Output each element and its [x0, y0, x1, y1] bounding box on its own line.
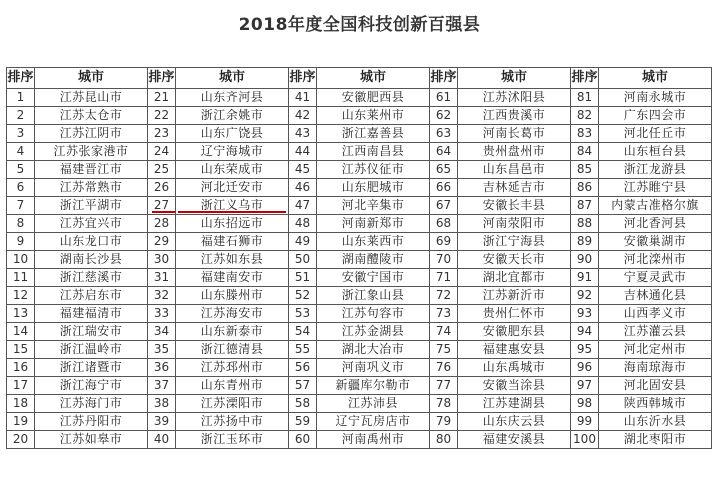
city-cell: 山东齐河县	[176, 89, 289, 107]
city-cell: 山东荣成市	[176, 161, 289, 179]
city-cell: 河北任丘市	[599, 125, 712, 143]
city-cell: 江苏如皋市	[35, 431, 148, 449]
city-cell: 浙江德清县	[176, 341, 289, 359]
rank-cell: 64	[430, 143, 458, 161]
rank-cell: 88	[571, 215, 599, 233]
rank-cell: 3	[7, 125, 35, 143]
rank-cell: 7	[7, 197, 35, 215]
rank-cell: 99	[571, 413, 599, 431]
rank-cell: 15	[7, 341, 35, 359]
table-row	[7, 395, 712, 413]
city-cell: 福建惠安县	[458, 341, 571, 359]
rank-cell: 68	[430, 215, 458, 233]
rank-cell: 63	[430, 125, 458, 143]
city-cell: 福建晋江市	[35, 161, 148, 179]
rank-cell: 12	[7, 287, 35, 305]
rank-cell: 27	[148, 197, 176, 215]
rank-cell: 55	[289, 341, 317, 359]
city-cell: 山东龙口市	[35, 233, 148, 251]
rank-cell: 90	[571, 251, 599, 269]
city-cell: 内蒙古准格尔旗	[599, 197, 712, 215]
rank-cell: 59	[289, 413, 317, 431]
rank-cell: 40	[148, 431, 176, 449]
rank-cell: 38	[148, 395, 176, 413]
city-cell: 安徽巢湖市	[599, 233, 712, 251]
city-cell: 江苏沛县	[317, 395, 430, 413]
city-cell: 江苏睢宁县	[599, 179, 712, 197]
rank-cell: 81	[571, 89, 599, 107]
city-cell: 山东滕州市	[176, 287, 289, 305]
rank-cell: 61	[430, 89, 458, 107]
city-cell: 浙江温岭市	[35, 341, 148, 359]
rank-cell: 13	[7, 305, 35, 323]
city-cell: 安徽天长市	[458, 251, 571, 269]
city-cell: 江苏仪征市	[317, 161, 430, 179]
rank-cell: 74	[430, 323, 458, 341]
city-cell: 山东莱州市	[317, 107, 430, 125]
rank-cell: 78	[430, 395, 458, 413]
city-cell: 山东莱西市	[317, 233, 430, 251]
city-cell: 山东昌邑市	[458, 161, 571, 179]
city-cell: 安徽长丰县	[458, 197, 571, 215]
table-row	[7, 143, 712, 161]
rank-cell: 97	[571, 377, 599, 395]
rank-cell: 77	[430, 377, 458, 395]
rank-cell: 62	[430, 107, 458, 125]
city-cell: 浙江嘉善县	[317, 125, 430, 143]
table-row	[7, 431, 712, 449]
rank-cell: 73	[430, 305, 458, 323]
city-cell: 安徽当涂县	[458, 377, 571, 395]
city-cell: 江苏句容市	[317, 305, 430, 323]
table-row	[7, 215, 712, 233]
rank-cell: 84	[571, 143, 599, 161]
city-cell: 浙江海宁市	[35, 377, 148, 395]
rank-cell: 72	[430, 287, 458, 305]
rank-cell: 98	[571, 395, 599, 413]
rank-cell: 8	[7, 215, 35, 233]
city-cell: 安徽宁国市	[317, 269, 430, 287]
city-cell: 贵州盘州市	[458, 143, 571, 161]
city-cell: 新疆库尔勒市	[317, 377, 430, 395]
table-row	[7, 305, 712, 323]
rank-cell: 37	[148, 377, 176, 395]
city-cell: 河南新郑市	[317, 215, 430, 233]
city-cell: 浙江宁海县	[458, 233, 571, 251]
rank-cell: 21	[148, 89, 176, 107]
city-cell: 河北固安县	[599, 377, 712, 395]
city-cell: 江苏常熟市	[35, 179, 148, 197]
rank-cell: 100	[571, 431, 599, 449]
city-cell: 江苏扬中市	[176, 413, 289, 431]
rank-cell: 80	[430, 431, 458, 449]
rank-cell: 53	[289, 305, 317, 323]
city-cell: 江苏金湖县	[317, 323, 430, 341]
rank-header: 排序	[7, 68, 35, 89]
rank-cell: 75	[430, 341, 458, 359]
city-cell: 河北迁安市	[176, 179, 289, 197]
city-cell: 江西南昌县	[317, 143, 430, 161]
rank-cell: 46	[289, 179, 317, 197]
table-row	[7, 377, 712, 395]
rank-cell: 52	[289, 287, 317, 305]
rank-cell: 67	[430, 197, 458, 215]
rank-cell: 14	[7, 323, 35, 341]
city-cell: 浙江瑞安市	[35, 323, 148, 341]
city-cell: 江苏海门市	[35, 395, 148, 413]
rank-cell: 43	[289, 125, 317, 143]
city-cell: 吉林延吉市	[458, 179, 571, 197]
city-cell: 湖南长沙县	[35, 251, 148, 269]
ranking-table	[6, 67, 712, 449]
city-header: 城市	[317, 68, 430, 89]
table-row	[7, 269, 712, 287]
table-row	[7, 287, 712, 305]
city-cell: 河北香河县	[599, 215, 712, 233]
table-row	[7, 161, 712, 179]
table-row	[7, 413, 712, 431]
rank-cell: 58	[289, 395, 317, 413]
city-cell: 浙江诸暨市	[35, 359, 148, 377]
table-row	[7, 359, 712, 377]
city-cell: 福建福清市	[35, 305, 148, 323]
city-cell: 山东庆云县	[458, 413, 571, 431]
table-row	[7, 179, 712, 197]
rank-cell: 54	[289, 323, 317, 341]
rank-cell: 50	[289, 251, 317, 269]
rank-cell: 29	[148, 233, 176, 251]
city-cell: 浙江余姚市	[176, 107, 289, 125]
rank-cell: 57	[289, 377, 317, 395]
rank-cell: 71	[430, 269, 458, 287]
city-cell: 湖北枣阳市	[599, 431, 712, 449]
city-cell: 江苏邳州市	[176, 359, 289, 377]
city-cell: 山东招远市	[176, 215, 289, 233]
rank-cell: 86	[571, 179, 599, 197]
rank-cell: 83	[571, 125, 599, 143]
city-cell: 吉林通化县	[599, 287, 712, 305]
rank-cell: 17	[7, 377, 35, 395]
rank-cell: 87	[571, 197, 599, 215]
city-cell: 山东桓台县	[599, 143, 712, 161]
city-cell: 广东四会市	[599, 107, 712, 125]
rank-cell: 1	[7, 89, 35, 107]
city-cell: 江苏太仓市	[35, 107, 148, 125]
city-cell: 湖北宜都市	[458, 269, 571, 287]
highlighted-city-cell: 浙江义乌市	[176, 197, 289, 215]
city-cell: 福建石狮市	[176, 233, 289, 251]
rank-cell: 95	[571, 341, 599, 359]
rank-cell: 65	[430, 161, 458, 179]
city-cell: 山东新泰市	[176, 323, 289, 341]
city-cell: 山东禹城市	[458, 359, 571, 377]
rank-cell: 16	[7, 359, 35, 377]
table-row	[7, 197, 712, 215]
city-cell: 江苏如东县	[176, 251, 289, 269]
rank-cell: 36	[148, 359, 176, 377]
city-cell: 陕西韩城市	[599, 395, 712, 413]
city-cell: 山东广饶县	[176, 125, 289, 143]
rank-cell: 24	[148, 143, 176, 161]
table-row	[7, 251, 712, 269]
rank-cell: 9	[7, 233, 35, 251]
rank-cell: 60	[289, 431, 317, 449]
city-cell: 河北辛集市	[317, 197, 430, 215]
rank-cell: 20	[7, 431, 35, 449]
city-cell: 河南禹州市	[317, 431, 430, 449]
rank-cell: 33	[148, 305, 176, 323]
city-cell: 贵州仁怀市	[458, 305, 571, 323]
city-cell: 河南长葛市	[458, 125, 571, 143]
city-cell: 江苏丹阳市	[35, 413, 148, 431]
city-cell: 江苏昆山市	[35, 89, 148, 107]
city-cell: 河南巩义市	[317, 359, 430, 377]
rank-cell: 70	[430, 251, 458, 269]
city-cell: 福建安溪县	[458, 431, 571, 449]
city-cell: 江苏新沂市	[458, 287, 571, 305]
city-cell: 江苏沭阳县	[458, 89, 571, 107]
city-header: 城市	[35, 68, 148, 89]
rank-cell: 41	[289, 89, 317, 107]
city-cell: 安徽肥西县	[317, 89, 430, 107]
city-cell: 湖南醴陵市	[317, 251, 430, 269]
city-cell: 河南永城市	[599, 89, 712, 107]
city-cell: 河南荥阳市	[458, 215, 571, 233]
table-row	[7, 125, 712, 143]
rank-cell: 47	[289, 197, 317, 215]
table-row	[7, 89, 712, 107]
city-cell: 安徽肥东县	[458, 323, 571, 341]
rank-cell: 85	[571, 161, 599, 179]
city-cell: 海南琼海市	[599, 359, 712, 377]
city-cell: 江苏海安市	[176, 305, 289, 323]
rank-cell: 22	[148, 107, 176, 125]
city-cell: 湖北大冶市	[317, 341, 430, 359]
rank-cell: 91	[571, 269, 599, 287]
city-header: 城市	[599, 68, 712, 89]
rank-cell: 56	[289, 359, 317, 377]
rank-cell: 76	[430, 359, 458, 377]
city-cell: 江苏溧阳市	[176, 395, 289, 413]
rank-cell: 30	[148, 251, 176, 269]
city-cell: 山东肥城市	[317, 179, 430, 197]
city-cell: 河北定州市	[599, 341, 712, 359]
city-cell: 江苏宜兴市	[35, 215, 148, 233]
city-cell: 浙江慈溪市	[35, 269, 148, 287]
city-cell: 浙江玉环市	[176, 431, 289, 449]
rank-cell: 49	[289, 233, 317, 251]
rank-cell: 19	[7, 413, 35, 431]
header-row	[7, 68, 712, 89]
city-cell: 山西孝义市	[599, 305, 712, 323]
rank-cell: 79	[430, 413, 458, 431]
page-title: 2018年度全国科技创新百强县	[238, 15, 481, 35]
city-cell: 河北滦州市	[599, 251, 712, 269]
rank-cell: 66	[430, 179, 458, 197]
city-header: 城市	[458, 68, 571, 89]
city-cell: 宁夏灵武市	[599, 269, 712, 287]
rank-cell: 23	[148, 125, 176, 143]
rank-cell: 2	[7, 107, 35, 125]
rank-cell: 10	[7, 251, 35, 269]
city-cell: 江苏张家港市	[35, 143, 148, 161]
rank-cell: 89	[571, 233, 599, 251]
rank-cell: 4	[7, 143, 35, 161]
rank-cell: 69	[430, 233, 458, 251]
rank-cell: 26	[148, 179, 176, 197]
city-cell: 山东沂水县	[599, 413, 712, 431]
table-row	[7, 107, 712, 125]
city-cell: 辽宁瓦房店市	[317, 413, 430, 431]
rank-cell: 42	[289, 107, 317, 125]
rank-cell: 51	[289, 269, 317, 287]
rank-cell: 5	[7, 161, 35, 179]
rank-cell: 34	[148, 323, 176, 341]
city-cell: 辽宁海城市	[176, 143, 289, 161]
rank-cell: 93	[571, 305, 599, 323]
rank-cell: 25	[148, 161, 176, 179]
rank-cell: 92	[571, 287, 599, 305]
rank-cell: 48	[289, 215, 317, 233]
rank-cell: 39	[148, 413, 176, 431]
rank-cell: 35	[148, 341, 176, 359]
city-cell: 山东青州市	[176, 377, 289, 395]
rank-cell: 11	[7, 269, 35, 287]
city-cell: 江苏灌云县	[599, 323, 712, 341]
city-cell: 浙江平湖市	[35, 197, 148, 215]
rank-cell: 44	[289, 143, 317, 161]
rank-cell: 82	[571, 107, 599, 125]
rank-cell: 94	[571, 323, 599, 341]
city-cell: 浙江象山县	[317, 287, 430, 305]
rank-cell: 18	[7, 395, 35, 413]
rank-cell: 32	[148, 287, 176, 305]
table-row	[7, 233, 712, 251]
city-cell: 江苏建湖县	[458, 395, 571, 413]
rank-header: 排序	[430, 68, 458, 89]
city-cell: 江苏江阴市	[35, 125, 148, 143]
rank-cell: 45	[289, 161, 317, 179]
city-cell: 江苏启东市	[35, 287, 148, 305]
table-row	[7, 323, 712, 341]
rank-header: 排序	[571, 68, 599, 89]
table-row	[7, 341, 712, 359]
table-body	[7, 89, 712, 449]
rank-cell: 6	[7, 179, 35, 197]
city-header: 城市	[176, 68, 289, 89]
rank-cell: 31	[148, 269, 176, 287]
rank-cell: 28	[148, 215, 176, 233]
rank-cell: 96	[571, 359, 599, 377]
rank-header: 排序	[289, 68, 317, 89]
city-cell: 江西贵溪市	[458, 107, 571, 125]
city-cell: 福建南安市	[176, 269, 289, 287]
rank-header: 排序	[148, 68, 176, 89]
city-cell: 浙江龙游县	[599, 161, 712, 179]
